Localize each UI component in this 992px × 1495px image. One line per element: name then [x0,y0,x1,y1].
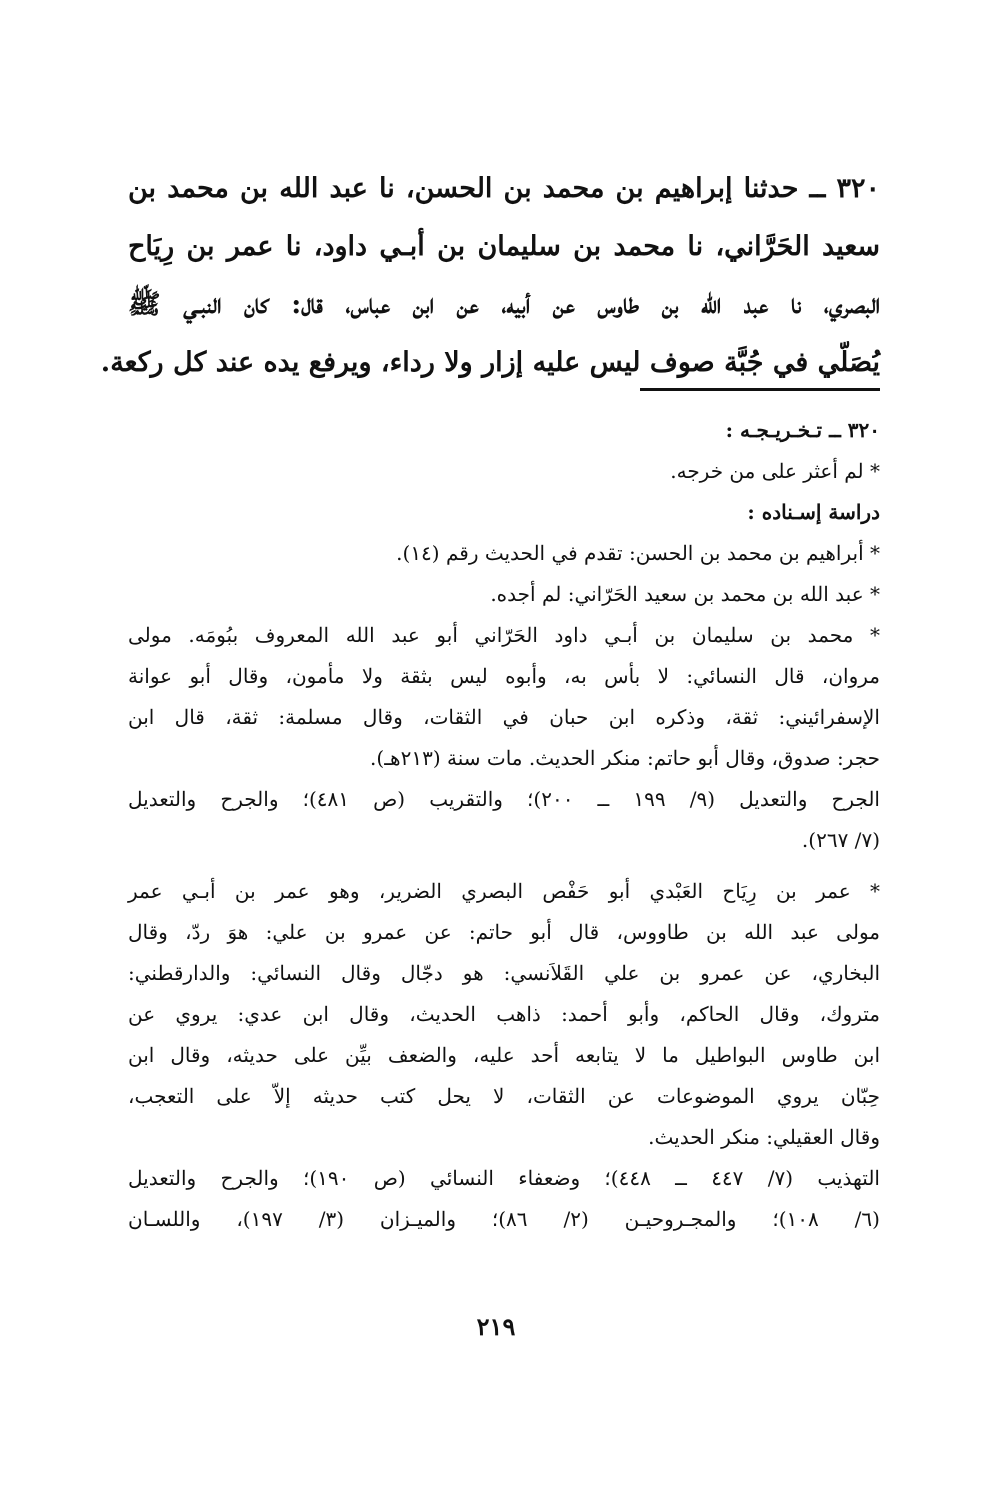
hadith-line: سعيد الحَرَّاني، نا محمد بن سليمان بن أبـي داود، نا عمر بن رِيَاح [128,231,880,262]
narrator-entry-line: وقال العقيلي: منكر الحديث. [648,1125,880,1149]
narrator-entry-line: حجر: صدوق، وقال أبو حاتم: منكر الحديث. مات سنة (٢١٣هـ). [370,746,880,770]
reference-line: (٧/ ٢٦٧). [801,828,880,852]
narrator-entry-line: ابن طاوس البواطيل ما لا يتابعه أحد عليه، والضعف بيِّن على حديثه، وقال ابن [128,1043,880,1067]
page-number: ٢١٩ [476,1312,516,1341]
narrator-entry: * عبد الله بن محمد بن سعيد الحَرّاني: لم أجده. [490,582,880,606]
narrator-entry-line: مروان، قال النسائي: لا بأس به، وأبوه ليس بثقة ولا مأمون، وقال أبو عوانة [128,664,880,688]
narrator-entry-line: مولى عبد الله بن طاووس، قال أبو حاتم: عن عمرو بن علي: هوَ ردّ، وقال [128,920,880,944]
narrator-entry-line: متروك، وقال الحاكم، وأبو أحمد: ذاهب الحديث، وقال ابن عدي: يروي عن [128,1002,880,1026]
hadith-line: يُصَلّي في جُبَّة صوف ليس عليه إزار ولا رداء، ويرفع يده عند كل ركعة. [100,347,880,378]
takhrij-line: * لم أعثر على من خرجه. [670,459,880,483]
reference-line: التهذيب (٧/ ٤٤٧ ــ ٤٤٨)؛ وضعفاء النسائي (ص ١٩٠)؛ والجرح والتعديل [128,1166,880,1190]
narrator-entry-line: الإسفرائيني: ثقة، وذكره ابن حبان في الثقات، وقال مسلمة: ثقة، قال ابن [128,705,880,729]
narrator-entry-line: حِبّان يروي الموضوعات عن الثقات، لا يحل كتب حديثه إلاّ على التعجب، [128,1084,880,1108]
narrator-entry-line: * عمر بن رِيَاح العَبْدي أبو حَفْص البصري الضرير، وهو عمر بن أبـي عمر [128,879,880,903]
hadith-line: ٣٢٠ ــ حدثنا إبراهيم بن محمد بن الحسن، نا عبد الله بن محمد بن [128,173,880,204]
reference-line: الجرح والتعديل (٩/ ١٩٩ ــ ٢٠٠)؛ والتقريب (ص ٤٨١)؛ والجرح والتعديل [128,787,880,811]
narrator-entry: * أبراهيم بن محمد بن الحسن: تقدم في الحديث رقم (١٤). [396,541,880,565]
narrator-entry-line: * محمد بن سليمان بن أبـي داود الحَرّاني أبو عبد الله المعروف ببُومَه. مولى [128,623,880,647]
footnote-divider [640,388,880,391]
hadith-text [100,160,880,392]
footnotes [128,410,880,1240]
takhrij-heading: ٣٢٠ ــ تـخـريـجـه : [725,418,880,442]
reference-line: (٦/ ١٠٨)؛ والمجـروحيـن (٢/ ٨٦)؛ والميـزان (٣/ ١٩٧)، واللسـان [128,1207,880,1231]
isnad-heading: دراسة إسـناده : [747,500,880,524]
hadith-line: البصري، نا عبد الله بن طاوس عن أبيه، عن ابن عباس، قال: كان النبـي ﷺ [128,289,880,320]
narrator-entry-line: البخاري، عن عمرو بن علي القَلاَنسي: هو دجّال وقال النسائي: والدارقطني: [128,961,880,985]
paragraph-gap [128,861,880,871]
